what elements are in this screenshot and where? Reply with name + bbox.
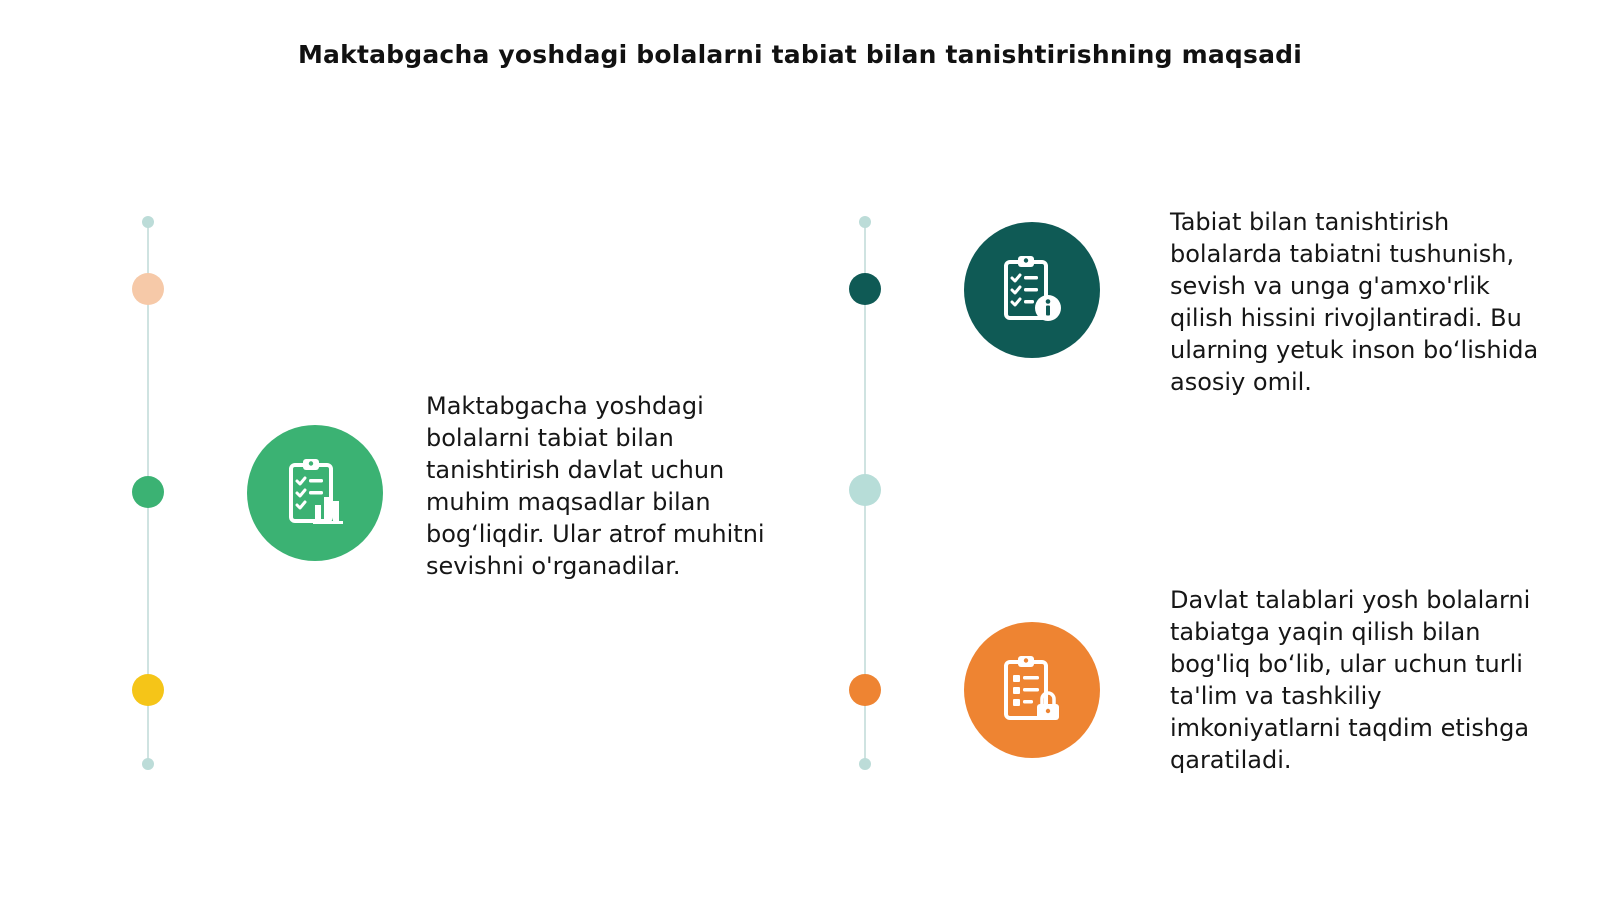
left-timeline-top-end	[142, 216, 154, 228]
left-timeline-node-green	[132, 476, 164, 508]
page-title: Maktabgacha yoshdagi bolalarni tabiat bilan tanishtirishning maqsadi	[297, 40, 1303, 69]
item-text-1: Maktabgacha yoshdagi bolalarni tabiat bilan tanishtirish davlat uchun muhim maqsadlar bilan bog‘liqdir. Ular atrof muhitni sevishni o'rganadilar.	[426, 392, 765, 580]
clipboard-chart-circle	[247, 425, 383, 561]
right-timeline-bottom-end	[859, 758, 871, 770]
right-timeline-node-orange	[849, 674, 881, 706]
right-timeline-node-teal	[849, 273, 881, 305]
clipboard-lock-icon	[992, 650, 1072, 730]
clipboard-info-circle	[964, 222, 1100, 358]
item-text-3: Davlat talablari yosh bolalarni tabiatga yaqin qilish bilan bog'liq bo‘lib, ular uchun turli ta'lim va tashkiliy imkoniyatlarni taqdim etishga qaratiladi.	[1170, 586, 1531, 774]
right-timeline-node-light-teal	[849, 474, 881, 506]
clipboard-lock-circle	[964, 622, 1100, 758]
clipboard-info-icon	[992, 250, 1072, 330]
left-timeline-node-yellow	[132, 674, 164, 706]
left-timeline-bottom-end	[142, 758, 154, 770]
item-text-2: Tabiat bilan tanishtirish bolalarda tabiatni tushunish, sevish va unga g'amxo'rlik qilish hissini rivojlantiradi. Bu ularning yetuk inson bo‘lishida asosiy omil.	[1170, 208, 1539, 396]
clipboard-chart-icon	[275, 453, 355, 533]
left-timeline-node-peach	[132, 273, 164, 305]
right-timeline-top-end	[859, 216, 871, 228]
